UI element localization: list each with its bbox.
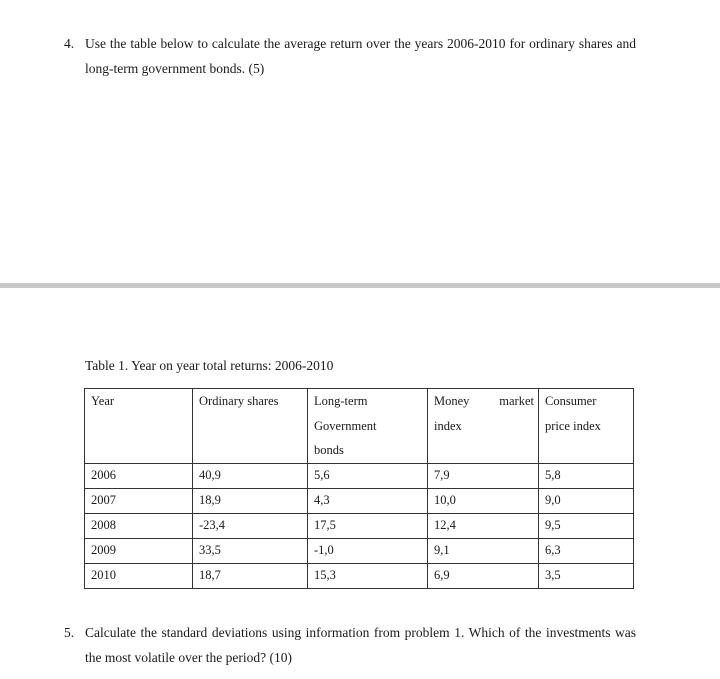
cell-ordinary: 18,9 [193,489,308,514]
question-5-text: Calculate the standard deviations using information from problem 1. Which of the investments was the most volatile over the period? (10) [85,625,636,665]
cell-money: 9,1 [428,539,539,564]
cell-cpi: 6,3 [539,539,634,564]
cell-longterm: 4,3 [308,489,428,514]
header-ordinary-label: Ordinary shares [199,394,279,408]
cell-money: 6,9 [428,564,539,589]
cell-year: 2006 [85,464,193,489]
cell-cpi: 3,5 [539,564,634,589]
returns-table [84,388,634,589]
question-4-number: 4. [64,36,75,51]
cell-ordinary: 33,5 [193,539,308,564]
header-cpi [539,389,634,464]
cell-ordinary: 40,9 [193,464,308,489]
header-money-word-2: market [499,394,534,408]
header-longterm-line-2: Government [314,418,377,433]
table-header-row [85,389,634,464]
table-row [85,514,634,539]
header-longterm-line-1: Long-term [314,394,368,408]
cell-year: 2008 [85,514,193,539]
table-row [85,489,634,514]
header-ordinary-shares [193,389,308,464]
cell-cpi: 9,5 [539,514,634,539]
header-year [85,389,193,464]
header-money-word-1: Money [434,394,470,408]
cell-ordinary: -23,4 [193,514,308,539]
cell-longterm: 15,3 [308,564,428,589]
question-4 [64,31,636,81]
cell-year: 2007 [85,489,193,514]
header-money-line-2: index [434,418,462,433]
cell-longterm: -1,0 [308,539,428,564]
table-row [85,464,634,489]
table-row [85,564,634,589]
header-money-market [428,389,539,464]
header-money-line-1 [434,389,538,414]
cell-money: 7,9 [428,464,539,489]
page-divider [0,283,720,288]
question-5-number: 5. [64,625,75,640]
question-5 [64,620,636,670]
cell-money: 10,0 [428,489,539,514]
cell-longterm: 17,5 [308,514,428,539]
header-cpi-line-1: Consumer [545,394,597,408]
cell-year: 2010 [85,564,193,589]
header-year-label: Year [91,394,115,408]
cell-cpi: 5,8 [539,464,634,489]
cell-cpi: 9,0 [539,489,634,514]
cell-money: 12,4 [428,514,539,539]
table-caption: Table 1. Year on year total returns: 2006-2010 [85,358,334,373]
cell-year: 2009 [85,539,193,564]
question-4-text: Use the table below to calculate the average return over the years 2006-2010 for ordinary shares and long-term government bonds. (5) [85,36,636,76]
table-row [85,539,634,564]
header-cpi-line-2: price index [545,418,601,433]
cell-longterm: 5,6 [308,464,428,489]
header-longterm-line-3: bonds [314,443,344,457]
cell-ordinary: 18,7 [193,564,308,589]
header-long-term-bonds [308,389,428,464]
